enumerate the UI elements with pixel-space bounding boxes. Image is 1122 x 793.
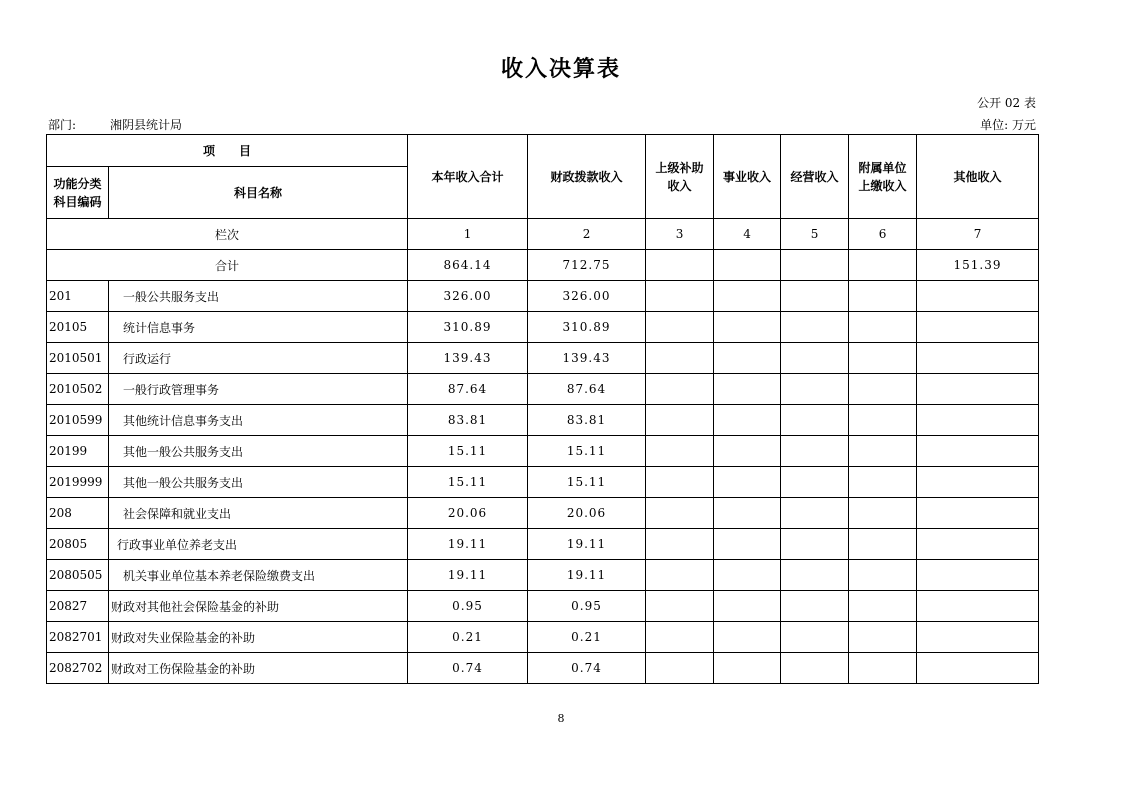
header-subsidy: 上级补助 收入 <box>646 135 714 219</box>
other-cell <box>917 653 1039 684</box>
fiscal-income-cell: 326.00 <box>528 281 646 312</box>
affiliated-cell <box>849 560 917 591</box>
affiliated-cell <box>849 343 917 374</box>
total-income-cell: 0.95 <box>408 591 528 622</box>
business-cell <box>714 312 781 343</box>
other-cell <box>917 529 1039 560</box>
table-row <box>47 467 1039 498</box>
account-code-cell: 20199 <box>47 436 109 467</box>
operating-cell <box>781 467 849 498</box>
total-fiscal-cell: 712.75 <box>528 250 646 281</box>
affiliated-cell <box>849 374 917 405</box>
other-cell <box>917 374 1039 405</box>
total-income-cell: 864.14 <box>408 250 528 281</box>
account-code-cell: 20105 <box>47 312 109 343</box>
fiscal-income-cell: 19.11 <box>528 560 646 591</box>
account-code-cell: 20805 <box>47 529 109 560</box>
total-row <box>47 250 1039 281</box>
operating-cell <box>781 591 849 622</box>
subsidy-cell <box>646 467 714 498</box>
business-cell <box>714 591 781 622</box>
account-name-cell: 行政事业单位养老支出 <box>109 529 408 560</box>
affiliated-cell <box>849 436 917 467</box>
account-name-cell: 其他统计信息事务支出 <box>109 405 408 436</box>
business-cell <box>714 467 781 498</box>
header-other: 其他收入 <box>917 135 1039 219</box>
table-row <box>47 498 1039 529</box>
operating-cell <box>781 622 849 653</box>
table-row <box>47 312 1039 343</box>
header-item: 项 目 <box>47 135 408 167</box>
column-index-cell: 3 <box>646 219 714 250</box>
column-index-cell: 6 <box>849 219 917 250</box>
column-index-cell: 7 <box>917 219 1039 250</box>
table-row <box>47 281 1039 312</box>
table-row <box>47 591 1039 622</box>
other-cell <box>917 281 1039 312</box>
business-cell <box>714 405 781 436</box>
header-code: 功能分类 科目编码 <box>47 167 109 219</box>
total-operating-cell <box>781 250 849 281</box>
fiscal-income-cell: 0.95 <box>528 591 646 622</box>
other-cell <box>917 312 1039 343</box>
account-name-cell: 其他一般公共服务支出 <box>109 467 408 498</box>
other-cell <box>917 405 1039 436</box>
table-row <box>47 436 1039 467</box>
table-row <box>47 653 1039 684</box>
subsidy-cell <box>646 405 714 436</box>
total-income-cell: 326.00 <box>408 281 528 312</box>
account-name-cell: 一般行政管理事务 <box>109 374 408 405</box>
account-name-cell: 统计信息事务 <box>109 312 408 343</box>
fiscal-income-cell: 0.74 <box>528 653 646 684</box>
subsidy-cell <box>646 529 714 560</box>
table-row <box>47 374 1039 405</box>
total-income-cell: 15.11 <box>408 467 528 498</box>
operating-cell <box>781 560 849 591</box>
subsidy-cell <box>646 343 714 374</box>
operating-cell <box>781 312 849 343</box>
subsidy-cell <box>646 374 714 405</box>
account-code-cell: 2010599 <box>47 405 109 436</box>
other-cell <box>917 436 1039 467</box>
affiliated-cell <box>849 312 917 343</box>
account-name-cell: 机关事业单位基本养老保险缴费支出 <box>109 560 408 591</box>
affiliated-cell <box>849 591 917 622</box>
subsidy-cell <box>646 560 714 591</box>
fiscal-income-cell: 15.11 <box>528 436 646 467</box>
affiliated-cell <box>849 467 917 498</box>
header-total: 本年收入合计 <box>408 135 528 219</box>
total-income-cell: 20.06 <box>408 498 528 529</box>
income-table <box>46 134 1039 684</box>
fiscal-income-cell: 310.89 <box>528 312 646 343</box>
fiscal-income-cell: 20.06 <box>528 498 646 529</box>
fiscal-income-cell: 139.43 <box>528 343 646 374</box>
affiliated-cell <box>849 529 917 560</box>
account-name-cell: 其他一般公共服务支出 <box>109 436 408 467</box>
total-income-cell: 19.11 <box>408 529 528 560</box>
total-income-cell: 0.21 <box>408 622 528 653</box>
operating-cell <box>781 343 849 374</box>
other-cell <box>917 343 1039 374</box>
account-code-cell: 2082702 <box>47 653 109 684</box>
fiscal-income-cell: 83.81 <box>528 405 646 436</box>
department-value: 湘阴县统计局 <box>110 118 183 132</box>
account-code-cell: 2082701 <box>47 622 109 653</box>
operating-cell <box>781 498 849 529</box>
total-income-cell: 83.81 <box>408 405 528 436</box>
business-cell <box>714 529 781 560</box>
total-income-cell: 139.43 <box>408 343 528 374</box>
fiscal-income-cell: 19.11 <box>528 529 646 560</box>
subsidy-cell <box>646 498 714 529</box>
account-name-cell: 财政对失业保险基金的补助 <box>109 622 408 653</box>
affiliated-cell <box>849 622 917 653</box>
total-other-cell: 151.39 <box>917 250 1039 281</box>
other-cell <box>917 622 1039 653</box>
business-cell <box>714 560 781 591</box>
account-code-cell: 2080505 <box>47 560 109 591</box>
subsidy-cell <box>646 653 714 684</box>
page-number: 8 <box>557 712 565 725</box>
department-line <box>48 116 182 133</box>
total-income-cell: 15.11 <box>408 436 528 467</box>
header-business: 事业收入 <box>714 135 781 219</box>
table-row <box>47 343 1039 374</box>
account-name-cell: 财政对工伤保险基金的补助 <box>109 653 408 684</box>
form-number: 公开 02 表 <box>977 96 1036 110</box>
business-cell <box>714 622 781 653</box>
total-income-cell: 87.64 <box>408 374 528 405</box>
column-index-cell: 5 <box>781 219 849 250</box>
column-index-cell: 2 <box>528 219 646 250</box>
business-cell <box>714 281 781 312</box>
fiscal-income-cell: 0.21 <box>528 622 646 653</box>
account-code-cell: 208 <box>47 498 109 529</box>
operating-cell <box>781 405 849 436</box>
operating-cell <box>781 529 849 560</box>
business-cell <box>714 374 781 405</box>
account-code-cell: 201 <box>47 281 109 312</box>
subsidy-cell <box>646 591 714 622</box>
column-index-row <box>47 219 1039 250</box>
subsidy-cell <box>646 281 714 312</box>
total-subsidy-cell <box>646 250 714 281</box>
total-label: 合计 <box>47 250 408 281</box>
header-affiliated: 附属单位 上缴收入 <box>849 135 917 219</box>
header-name: 科目名称 <box>109 167 408 219</box>
column-index-label: 栏次 <box>47 219 408 250</box>
fiscal-income-cell: 87.64 <box>528 374 646 405</box>
table-row <box>47 622 1039 653</box>
account-code-cell: 2010501 <box>47 343 109 374</box>
account-name-cell: 行政运行 <box>109 343 408 374</box>
total-affiliated-cell <box>849 250 917 281</box>
account-code-cell: 2010502 <box>47 374 109 405</box>
report-title: 收入决算表 <box>500 56 621 82</box>
header-operating: 经营收入 <box>781 135 849 219</box>
business-cell <box>714 498 781 529</box>
subsidy-cell <box>646 312 714 343</box>
account-code-cell: 2019999 <box>47 467 109 498</box>
account-code-cell: 20827 <box>47 591 109 622</box>
affiliated-cell <box>849 281 917 312</box>
account-name-cell: 财政对其他社会保险基金的补助 <box>109 591 408 622</box>
table-row <box>47 529 1039 560</box>
affiliated-cell <box>849 498 917 529</box>
affiliated-cell <box>849 653 917 684</box>
operating-cell <box>781 653 849 684</box>
department-label: 部门: <box>48 118 77 132</box>
account-name-cell: 社会保障和就业支出 <box>109 498 408 529</box>
fiscal-income-cell: 15.11 <box>528 467 646 498</box>
business-cell <box>714 436 781 467</box>
other-cell <box>917 498 1039 529</box>
other-cell <box>917 467 1039 498</box>
column-index-cell: 4 <box>714 219 781 250</box>
operating-cell <box>781 281 849 312</box>
column-index-cell: 1 <box>408 219 528 250</box>
unit-label: 单位: 万元 <box>980 118 1036 132</box>
operating-cell <box>781 374 849 405</box>
business-cell <box>714 653 781 684</box>
table-row <box>47 560 1039 591</box>
table-row <box>47 405 1039 436</box>
affiliated-cell <box>849 405 917 436</box>
other-cell <box>917 560 1039 591</box>
other-cell <box>917 591 1039 622</box>
business-cell <box>714 343 781 374</box>
total-income-cell: 19.11 <box>408 560 528 591</box>
subsidy-cell <box>646 622 714 653</box>
total-business-cell <box>714 250 781 281</box>
total-income-cell: 0.74 <box>408 653 528 684</box>
operating-cell <box>781 436 849 467</box>
subsidy-cell <box>646 436 714 467</box>
total-income-cell: 310.89 <box>408 312 528 343</box>
account-name-cell: 一般公共服务支出 <box>109 281 408 312</box>
header-fiscal: 财政拨款收入 <box>528 135 646 219</box>
